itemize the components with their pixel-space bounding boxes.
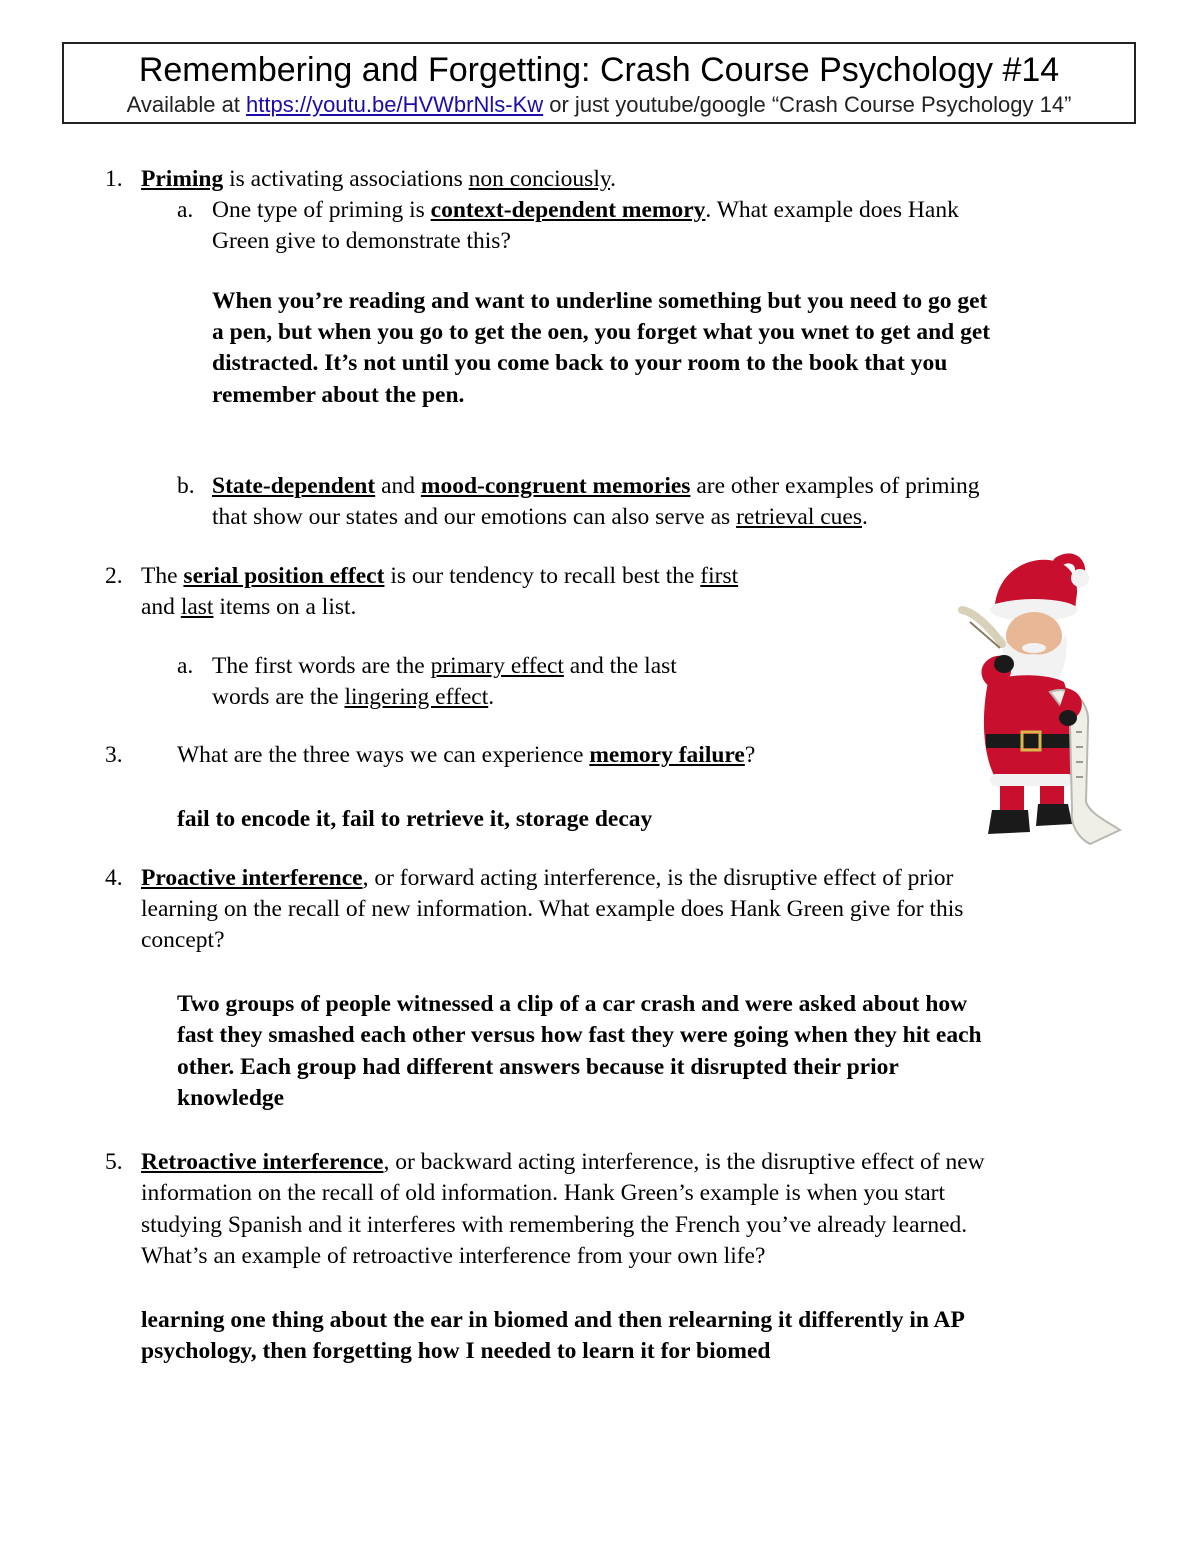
q4-answer-text-2: fast they smashed each other versus how fast they were going when they hit each [177, 1022, 982, 1048]
q5-line4: What’s an example of retroactive interference from your own life? [141, 1243, 766, 1269]
q1a-answer-text-1: When you’re reading and want to underline something but you need to go get [212, 288, 988, 314]
q5-line3: studying Spanish and it interferes with remembering the French you’ve already learned. [141, 1212, 968, 1238]
q1b-text-2: that show our states and our emotions can also serve as [212, 504, 737, 530]
q2-blank1: first [700, 563, 739, 589]
q1b-period: . [861, 504, 868, 530]
q3-text: What are the three ways we can experience [177, 742, 590, 768]
q4-answer-line2 [177, 1020, 982, 1051]
q4-answer-line1 [177, 989, 967, 1020]
q1a-term: context-dependent memory [430, 197, 706, 223]
q4-text: , or forward acting interference, is the disruptive effect of prior [362, 865, 954, 891]
santa-clipart-icon [940, 552, 1130, 848]
q4-line2: learning on the recall of new information. What example does Hank Green give for this [141, 896, 964, 922]
q2a-blank2: lingering effect [344, 684, 489, 710]
q1-term: Priming [141, 166, 224, 192]
q3-line [177, 740, 755, 771]
q1-period: . [610, 166, 616, 192]
q4-answer-line3 [177, 1052, 899, 1083]
q2-text-end: items on a list. [213, 594, 357, 620]
q2a-text-end: and the last [563, 653, 677, 679]
q1a-line2: Green give to demonstrate this? [212, 228, 511, 254]
q5-answer-line1 [141, 1305, 965, 1336]
q2-number: 2. [105, 563, 123, 589]
q1b-text: are other examples of priming [690, 473, 980, 499]
worksheet-title: Remembering and Forgetting: Crash Course Psychology #14 [138, 51, 1060, 89]
q5-text: , or backward acting interference, is the disruptive effect of new [383, 1149, 985, 1175]
q4-answer-text-1: Two groups of people witnessed a clip of a car crash and were asked about how [177, 991, 968, 1017]
q1a-text: One type of priming is [212, 197, 431, 223]
q4-answer-text-4: knowledge [177, 1085, 285, 1111]
q1a-text-end: . What example does Hank [705, 197, 959, 223]
availability-line [64, 92, 1134, 118]
q1b-line1 [212, 471, 980, 502]
q1a-answer-line4 [212, 380, 464, 411]
q4-line1 [141, 863, 953, 894]
q1a-answer-text-4: remember about the pen. [212, 382, 465, 408]
q2a-blank1: primary effect [430, 653, 564, 679]
q1b-term1: State-dependent [212, 473, 376, 499]
q3-answer [177, 804, 652, 835]
q1-text: is activating associations [223, 166, 469, 192]
q1a-answer-line3 [212, 348, 947, 379]
q5-answer-text-1: learning one thing about the ear in biomed and then relearning it differently in AP [141, 1307, 965, 1333]
q3-number: 3. [105, 742, 123, 768]
title-box [62, 42, 1136, 124]
q5-answer-line2 [141, 1336, 771, 1367]
q2a-line2 [212, 682, 494, 713]
q2a-letter: a. [177, 653, 194, 679]
video-link[interactable]: https://youtu.be/HVWbrNls-Kw [246, 92, 544, 117]
q1b-line2 [212, 502, 868, 533]
q1a-line1 [212, 195, 959, 226]
q4-number: 4. [105, 865, 123, 891]
q4-answer-text-3: other. Each group had different answers because it disrupted their prior [177, 1054, 899, 1080]
availability-prefix: Available at [126, 92, 247, 117]
q2a-text: The first words are the [212, 653, 431, 679]
q5-line1 [141, 1147, 985, 1178]
q1a-letter: a. [177, 197, 194, 223]
q2a-text-2: words are the [212, 684, 345, 710]
q2-text-and: and [141, 594, 181, 620]
q5-answer-text-2: psychology, then forgetting how I needed to learn it for biomed [141, 1338, 771, 1364]
q5-term: Retroactive interference [141, 1149, 384, 1175]
q2-text-pre: The [141, 563, 184, 589]
q1a-answer-line1 [212, 286, 987, 317]
q1a-answer-text-3: distracted. It’s not until you come back to your room to the book that you [212, 350, 948, 376]
q2a-line1 [212, 651, 677, 682]
q1b-letter: b. [177, 473, 195, 499]
q1a-answer-line2 [212, 317, 990, 348]
q2-line2 [141, 592, 356, 623]
q4-answer-line4 [177, 1083, 284, 1114]
q5-line2: information on the recall of old information. Hank Green’s example is when you start [141, 1180, 946, 1206]
q1-number: 1. [105, 166, 123, 192]
q2-blank2: last [180, 594, 214, 620]
q1b-blank: retrieval cues [736, 504, 862, 530]
q2-text: is our tendency to recall best the [384, 563, 701, 589]
q1-blank: non conciously [468, 166, 611, 192]
q3-answer-text: fail to encode it, fail to retrieve it, storage decay [177, 806, 653, 832]
q2-line1 [141, 561, 738, 592]
q5-number: 5. [105, 1149, 123, 1175]
q1-line [141, 164, 616, 195]
q3-question-mark: ? [744, 742, 756, 768]
q2a-period: . [488, 684, 495, 710]
q1a-answer-text-2: a pen, but when you go to get the oen, you forget what you wnet to get and get [212, 319, 991, 345]
q4-line3: concept? [141, 927, 225, 953]
q4-term: Proactive interference [141, 865, 363, 891]
availability-suffix: or just youtube/google “Crash Course Psychology 14” [543, 92, 1072, 117]
q2-term: serial position effect [183, 563, 385, 589]
q1b-and: and [375, 473, 421, 499]
q3-term: memory failure [589, 742, 745, 768]
q1b-term2: mood-congruent memories [420, 473, 691, 499]
